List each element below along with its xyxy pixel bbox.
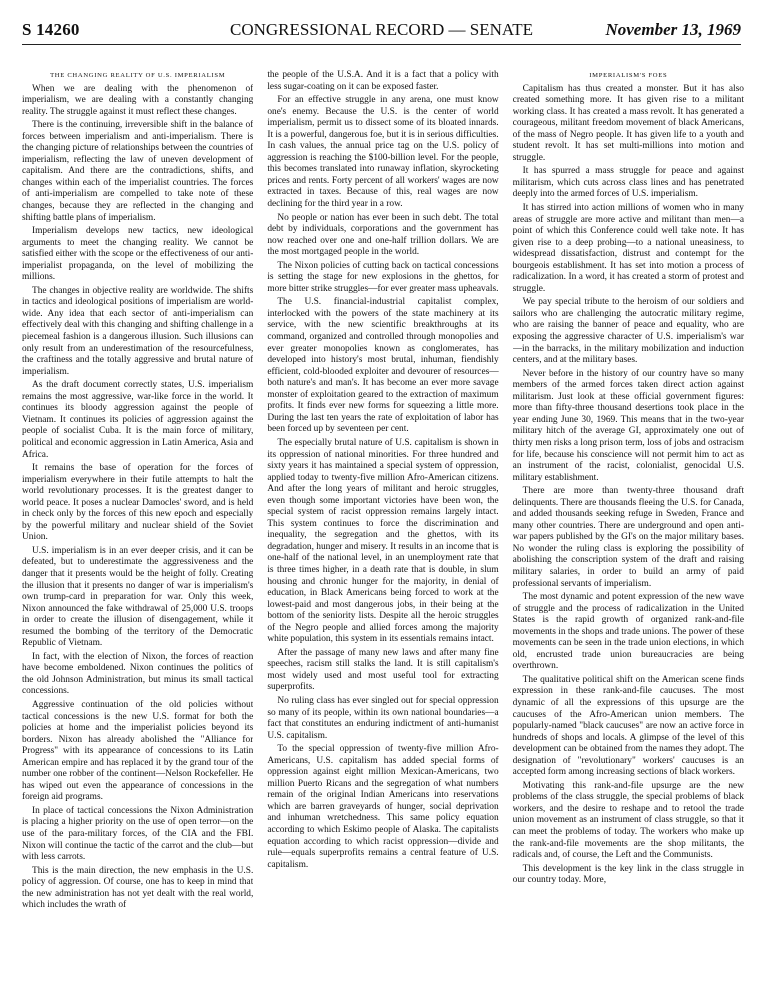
- paragraph: The Nixon policies of cutting back on tactical concessions is setting the stage for new explosions in the ghettos, for more bitter strike struggles—for ever greater mass upheavals.: [267, 260, 499, 294]
- paragraph: The qualitative political shift on the American scene finds expression in these rank-and-file caucuses. The most dynamic of all the expressions of this upsurge are the caucuses of the Afro-American union members. The popularly-named "black caucuses" are now an active force in hundreds of shops and locals. A glimpse of the level of this development can be obtained from the names they adopt. The designation of "revolutionary" workers' caucuses is an accepted form among increasing sections of black workers.: [512, 674, 744, 778]
- paragraph: It remains the base of operation for the forces of imperialism everywhere in their futile attempts to halt the world revolutionary processes. It is the greatest danger to world peace. It poses a nuclear Damocles' sword, and is held in check only by the forces of this new epoch and especially by the powerful military and nuclear shield of the Soviet Union.: [22, 463, 254, 543]
- paragraph: This development is the key link in the class struggle in our country today. More,: [512, 863, 744, 886]
- paragraph: No people or nation has ever been in such debt. The total debt by individuals, corporations and the government has now reached over one and one-half trillion dollars. We are the most mortgaged people in the world.: [267, 212, 499, 258]
- paragraph: Never before in the history of our country have so many members of the armed forces taken direct action against militarism. Just look at these official government figures: more than fifty-three thousand desertions took place in the year ending June 30, 1969. This means that in the two-year military hitch of the average GI, approximately one out of thirty men risks a long prison term, loss of jobs and ostracism for life, because his conscience will not permit him to act as an instrument of the racist, colonialist, genocidal U.S. military establishment.: [512, 368, 744, 483]
- paragraph: This is the main direction, the new emphasis in the U.S. policy of aggression. Of course, one has to keep in mind that the new administration has not yet dealt with the real world, which includes the wrath of: [22, 865, 254, 911]
- paragraph: To the special oppression of twenty-five million Afro-Americans, U.S. capitalism has added special forms of oppression against eight million Mexican-Americans, two million Puerto Ricans and the segregation of what numbers remain of the original Indian Americans into reservations which are barren graveyards of hunger, social deprivation and inhuman wretchedness. This same policy equation according to which Eskimo people of Alaska. The capitalists equation according to which racist oppression—divide and rule—equals superprofits remains a central feature of U.S. capitalism.: [267, 744, 499, 870]
- header-rule: [22, 44, 741, 45]
- paragraph: As the draft document correctly states, U.S. imperialism remains the most aggressive, war-like force in the world. It continues its bloody aggression against the people of Vietnam. It continues its policies of aggression against the people of socialist Cuba. It is the main force of military, political and economic aggression in Latin America, Asia and Africa.: [22, 380, 254, 460]
- paragraph: When we are dealing with the phenomenon of imperialism, we are dealing with a constantly changing reality. The struggle against it must reflect these changes.: [22, 83, 254, 117]
- paragraph: In place of tactical concessions the Nixon Administration is placing a higher priority on the use of open terror—on the use of the para-military forces, of the CIA and the FBI. Nixon will continue the tactic of the carrot and the club—but with less carrots.: [22, 805, 254, 863]
- paragraph: Aggressive continuation of the old policies without tactical concessions is the new U.S. format for both the policies at home and the imperialist policies beyond its borders. Nixon has already abolished the "Alliance for Progress" with its appearance of concessions to its Latin American empire and has replaced it by the grand tour of the number one robber of the continent—Nelson Rockefeller. He has wiped out even the appearance of concessions in the foreign aid programs.: [22, 699, 254, 803]
- paragraph: The U.S. financial-industrial capitalist complex, interlocked with the powers of the state machinery at its service, with the new scientific breakthroughs at its command, organized and controlled through monopolies and ever greater monopolies known as conglomerates, has developed into history's most brutal, inhuman, fiendishly efficient, cold-blooded exploiter and devourer of resources—both nature's and man's. It has become an ever more savage monster of exploitation geared to the extraction of maximum profits. It finds ever new forms for squeezing a little more. During the last ten years the rate of exploitation of labor has been forced up by seventeen per cent.: [267, 297, 499, 435]
- page-number: S 14260: [22, 20, 80, 39]
- article-columns: [22, 70, 744, 980]
- paragraph: The changes in objective reality are worldwide. The shifts in tactics and ideological positions of imperialism are world-wide. Any idea that each sector of anti-imperialism can effectively deal with this changing and shifting challenge in a piecemeal fashion is a dangerous illusion. Such illusions can only result from an underestimation of the resourcefulness, the craftiness and the totally aggressive and brutal nature of imperialism.: [22, 285, 254, 377]
- issue-date: November 13, 1969: [605, 20, 741, 39]
- paragraph: the people of the U.S.A. And it is a fact that a policy with less sugar-coating on it can be exposed faster.: [267, 70, 499, 92]
- paragraph: There are more than twenty-three thousand draft delinquents. There are thousands fleeing the U.S. for Canada, and added thousands seeking refuge in Sweden, France and many other countries. There are underground and open anti-war papers published by the GI's on the major military bases. No wonder the ruling class is exploring the possibility of abolishing the conscription system of the draft and raising military salaries, in order to build an army of paid professional servants of imperialism.: [512, 486, 744, 589]
- paragraph: Capitalism has thus created a monster. But it has also created something more. It has given rise to a militant working class. It has created a mass revolt. It has generated a courageous, militant freedom movement of black Americans, of the mass of Negro people. It has given life to a youth and student revolt. It has set multi-millions into motion and struggle.: [512, 83, 744, 163]
- paragraph: It has stirred into action millions of women who in many areas of struggle are more active and militant than men—a point of which this Conference could well take note. It has given rise to a deep probing—to a national uneasiness, to widespread dissatisfaction, distrust and contempt for the bourgeois establishment. It has set into motion a process of radicalization. In a word, it has created a storm of protest and struggle.: [512, 203, 744, 294]
- paragraph: Imperialism develops new tactics, new ideological arguments to meet the changing reality. We cannot be satisfied either with the scope or the effectiveness of our anti-imperialist propaganda, on the level of mobilizing the millions.: [22, 226, 254, 283]
- paragraph: In fact, with the election of Nixon, the forces of reaction have become emboldened. Nixon continues the politics of the old Johnson Administration, but minus its small tactical concessions.: [22, 651, 254, 697]
- publication-title: CONGRESSIONAL RECORD — SENATE: [229, 20, 534, 39]
- paragraph: For an effective struggle in any arena, one must know one's enemy. Because the U.S. is the center of world imperialism, permit us to dissect some of its bloated innards. It is a powerful, dangerous foe, but it is in serious difficulties. In cash values, the annual price tag on the U.S. policy of aggression is reaching the $100-billion level. For the people, this becomes translated into runaway inflation, skyrocketing prices and rents. Forty percent of all workers' wages are now extracted in taxes. Because of this, real wages are now declining for the third year in a row.: [267, 95, 499, 210]
- column-3: [513, 70, 744, 980]
- paragraph: Motivating this rank-and-file upsurge are the new problems of the class struggle, the special problems of black workers, and the desire to reshape and to retool the trade union movement as an instrument of class struggle, so that it can meet the problems of today. The workers who make up the rank-and-file movements are the shop militants, the radicals and, of course, the Left and the Communists.: [512, 780, 744, 861]
- paragraph: It has spurred a mass struggle for peace and against militarism, which cuts across class lines and has penetrated deeply into the armed forces of U.S. imperialism.: [512, 166, 744, 200]
- paragraph: After the passage of many new laws and after many fine speeches, racism still stalks the land. It is still capitalism's most widely used and most useful tool for extracting superprofits.: [267, 647, 499, 693]
- column-2: [267, 70, 498, 980]
- paragraph: The especially brutal nature of U.S. capitalism is shown in its oppression of national minorities. For three hundred and sixty years it has maintained a special system of oppression, applied today to twenty-five million Afro-American citizens. And after the long years of militant and heroic struggles, even though some important victories have been won, the special system of racist oppression remains largely intact. This system continues to force the discrimination and inequality, the segregation and the ghettos, with its degradation, hunger and misery. It results in an income that is one-half of the national level, in an unemployment rate that is three times higher, in a death rate that is double, in slum housing and chronic hunger for the majority, in denial of education, in Black Americans being forced to work at the lowest-paid and most dangerous jobs, in their being at the bottom of the seniority lists. Despite all the heroic struggles of the Negro people and allied forces among the majority white population, this system in its essentials remains intact.: [267, 437, 499, 645]
- paragraph: The most dynamic and potent expression of the new wave of struggle and the process of radicalization in the United States is the rapid growth of organized rank-and-file movements in the shops and trade unions. The power of these movements can be seen in the trade union elections, in which old, encrusted trade union bureaucracies are being overthrown.: [512, 592, 744, 672]
- paragraph: We pay special tribute to the heroism of our soldiers and sailors who are challenging the autocratic military regime, who are raising the banner of peace and equality, who are exposing the aggressive character of U.S. imperialism's war—in the barracks, in the military mobilization and induction centers, and at the military bases.: [512, 297, 744, 366]
- column-1: [22, 70, 253, 980]
- section-heading-changing-reality: THE CHANGING REALITY OF U.S. IMPERIALISM: [50, 72, 226, 79]
- section-heading-imperialisms-foes: IMPERIALISM'S FOES: [589, 72, 668, 79]
- paragraph: No ruling class has ever singled out for special oppression so many of its people, within its own national boundaries—a fact that constitutes an enduring indictment of anti-humanist U.S. capitalism.: [267, 695, 499, 741]
- masthead: [22, 20, 741, 42]
- paragraph: There is the continuing, irreversible shift in the balance of forces between imperialism and anti-imperialism. There is the changing picture of relationships between the countries of imperialism, reflecting the law of uneven development of capitalism. And there are the contradictions, shifts, and changes within each of the imperialist countries. The forces of anti-imperialism are compelled to take note of these changes, because they are reflected in the changing and shifting battle plans of imperialism.: [22, 120, 254, 223]
- paragraph: U.S. imperialism is in an ever deeper crisis, and it can be defeated, but to underestimate the aggressiveness and the danger that it presents would be the height of folly. Creating the illusion that it presents no danger of war is imperialism's own trump-card in preparation for war. Only this week, Nixon announced the fake withdrawal of 25,000 U.S. troops in order to create the illusion of disengagement, while it resumed the bombing of the territory of the Democratic Republic of Vietnam.: [22, 545, 254, 649]
